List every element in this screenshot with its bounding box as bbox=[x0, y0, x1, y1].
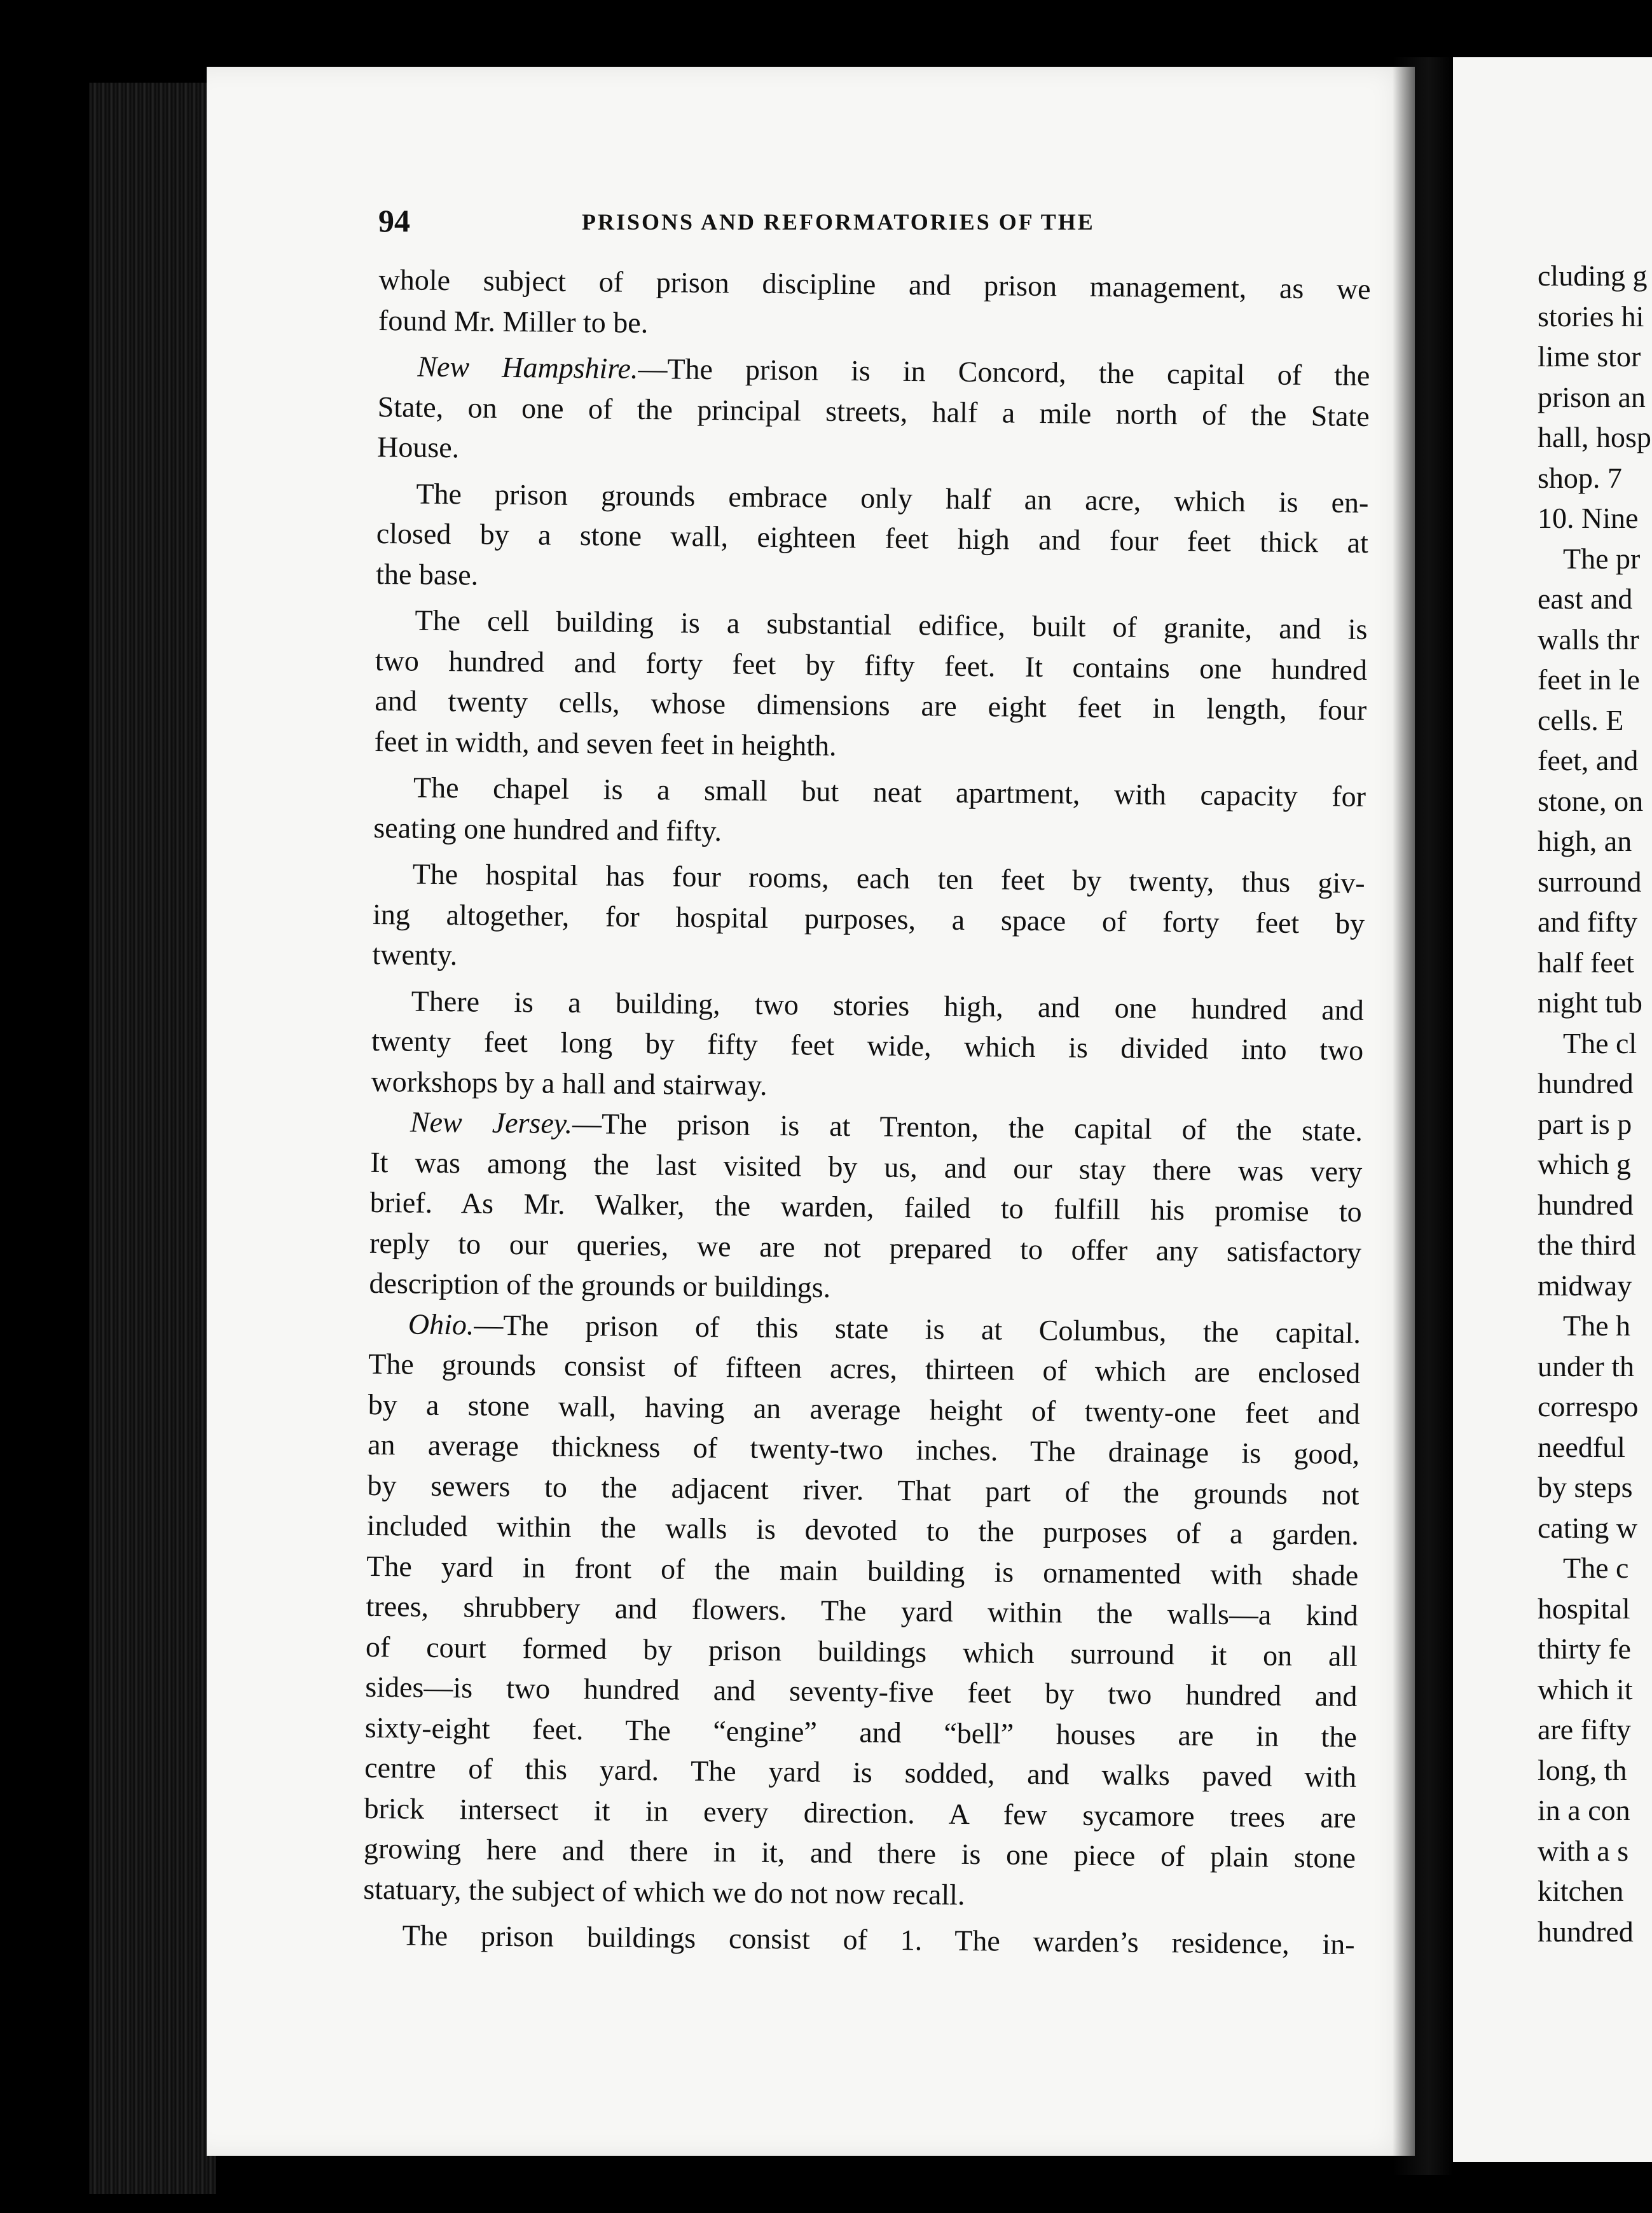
text-line: by steps bbox=[1538, 1471, 1633, 1503]
text-line-content: of court formed by prison buildings which surround it on all bbox=[365, 1630, 1358, 1672]
text-line: prison an bbox=[1538, 380, 1646, 413]
text-line-content: growing here and there in it, and there is one piece of plain stone bbox=[363, 1831, 1356, 1874]
text-line: The cl bbox=[1563, 1026, 1637, 1059]
text-line: high, an bbox=[1538, 825, 1632, 857]
text-line-content: an average thickness of twenty-two inches. The drainage is good, bbox=[367, 1428, 1360, 1470]
text-line: correspo bbox=[1538, 1390, 1639, 1423]
text-line-content: and twenty cells, whose dimensions are eight feet in length, four bbox=[375, 684, 1367, 726]
text-line: The pr bbox=[1563, 542, 1641, 575]
text-line-content: workshops by a hall and stairway. bbox=[371, 1065, 767, 1101]
text-line: stories hi bbox=[1538, 300, 1644, 333]
text-line: night tub bbox=[1538, 986, 1642, 1019]
text-line: surround bbox=[1538, 865, 1642, 898]
text-line-content: trees, shrubbery and flowers. The yard within the walls—a kind bbox=[366, 1589, 1358, 1632]
page-number: 94 bbox=[378, 203, 410, 238]
text-line-content: The grounds consist of fifteen acres, thirteen of which are enclosed bbox=[368, 1347, 1361, 1389]
text-line-content: The cell building is a substantial edifice, built of granite, and is bbox=[415, 603, 1368, 645]
text-line-content: seating one hundred and fifty. bbox=[373, 811, 722, 847]
page-header bbox=[378, 202, 1141, 240]
text-line-content: brief. As Mr. Walker, the warden, failed to fulfill his promise to bbox=[369, 1185, 1362, 1228]
text-line-content: sixty-eight feet. The “engine” and “bell” houses are in the bbox=[364, 1711, 1358, 1753]
text-line: and fifty bbox=[1538, 906, 1638, 938]
text-line-content: State, on one of the principal streets, half a mile north of the State bbox=[377, 390, 1370, 432]
text-line-content: twenty. bbox=[372, 937, 458, 972]
text-line: part is p bbox=[1538, 1107, 1632, 1140]
text-line-content: The prison grounds embrace only half an acre, which is en- bbox=[416, 477, 1369, 519]
text-line: long, th bbox=[1538, 1753, 1627, 1786]
text-line: feet in le bbox=[1538, 663, 1640, 696]
text-line: thirty fe bbox=[1538, 1632, 1631, 1665]
text-line: feet, and bbox=[1538, 744, 1639, 776]
text-line: are fifty bbox=[1538, 1713, 1631, 1746]
left-page-body-text bbox=[362, 259, 1371, 1964]
text-line-content: —The prison is at Trenton, the capital of the state. bbox=[572, 1106, 1363, 1147]
text-line-content: The chapel is a small but neat apartment, with capacity for bbox=[413, 771, 1366, 813]
text-line-content: twenty feet long by fifty feet wide, which is divided into two bbox=[371, 1024, 1364, 1066]
text-line-content: by sewers to the adjacent river. That part of the grounds not bbox=[367, 1468, 1359, 1511]
section-heading: Ohio. bbox=[408, 1307, 474, 1341]
text-line: needful bbox=[1538, 1430, 1625, 1463]
text-line: hundred bbox=[1538, 1915, 1634, 1948]
text-line-content: —The prison is in Concord, the capital of the bbox=[638, 352, 1370, 392]
text-line-content: brick intersect it in every direction. A few sycamore trees are bbox=[364, 1791, 1356, 1834]
text-line: under th bbox=[1538, 1349, 1635, 1382]
text-line-content: The prison buildings consist of 1. The warden’s residence, in- bbox=[402, 1919, 1355, 1961]
text-line-content: two hundred and forty feet by fifty feet. It contains one hundred bbox=[375, 644, 1368, 686]
text-line: cluding g bbox=[1538, 259, 1648, 292]
text-line: The h bbox=[1563, 1309, 1631, 1342]
text-line: hospital bbox=[1538, 1592, 1630, 1625]
text-line: the third bbox=[1538, 1229, 1636, 1261]
text-line: stone, on bbox=[1538, 784, 1644, 817]
text-line: hundred bbox=[1538, 1067, 1634, 1100]
text-line-content: closed by a stone wall, eighteen feet high and four feet thick at bbox=[376, 516, 1369, 559]
book-page-edges bbox=[89, 83, 216, 2194]
text-line: The c bbox=[1563, 1552, 1629, 1584]
text-line-content: sides—is two hundred and seventy-five feet by two hundred and bbox=[365, 1670, 1358, 1713]
text-line-content: found Mr. Miller to be. bbox=[378, 303, 649, 339]
text-line: kitchen bbox=[1538, 1875, 1624, 1907]
text-line-content: It was among the last visited by us, and our stay there was very bbox=[370, 1145, 1363, 1188]
text-line: hundred bbox=[1538, 1188, 1634, 1221]
text-line-content: whole subject of prison discipline and prison management, as we bbox=[378, 263, 1371, 305]
right-page-body-text bbox=[1538, 256, 1652, 1952]
text-line: shop. 7 bbox=[1538, 461, 1622, 494]
text-line: which g bbox=[1538, 1148, 1631, 1180]
text-line: 10. Nine bbox=[1538, 502, 1639, 534]
text-line-content: description of the grounds or buildings. bbox=[369, 1266, 831, 1304]
text-line-content: —The prison of this state is at Columbus, the capital. bbox=[474, 1308, 1361, 1349]
text-line-content: included within the walls is devoted to the purposes of a garden. bbox=[366, 1508, 1359, 1551]
text-line: midway bbox=[1538, 1269, 1632, 1302]
text-line-content: The hospital has four rooms, each ten feet by twenty, thus giv- bbox=[412, 857, 1365, 899]
gutter-shadow bbox=[1393, 57, 1453, 2175]
text-line-content: The yard in front of the main building is ornamented with shade bbox=[366, 1549, 1359, 1592]
text-line: hall, hosp bbox=[1538, 421, 1651, 453]
text-line-content: House. bbox=[376, 430, 460, 464]
text-line: in a con bbox=[1538, 1794, 1630, 1826]
text-line-content: by a stone wall, having an average height of twenty-one feet and bbox=[368, 1388, 1360, 1430]
text-line: half feet bbox=[1538, 946, 1634, 979]
section-heading: New Hampshire. bbox=[417, 350, 638, 385]
text-line-content: the base. bbox=[376, 557, 479, 591]
text-line: with a s bbox=[1538, 1834, 1629, 1867]
text-line: walls thr bbox=[1538, 623, 1639, 656]
text-line-content: reply to our queries, we are not prepared to offer any satisfactory bbox=[369, 1226, 1362, 1269]
text-line-content: There is a building, two stories high, and one hundred and bbox=[411, 984, 1364, 1026]
text-line: cells. E bbox=[1538, 703, 1624, 736]
text-line: lime stor bbox=[1538, 340, 1641, 373]
text-line: east and bbox=[1538, 583, 1633, 615]
text-line-content: feet in width, and seven feet in heighth. bbox=[374, 724, 837, 762]
text-line-content: ing altogether, for hospital purposes, a space of forty feet by bbox=[372, 897, 1365, 940]
text-line-content: centre of this yard. The yard is sodded, and walks paved with bbox=[364, 1751, 1357, 1793]
section-heading: New Jersey. bbox=[410, 1105, 573, 1140]
text-line: which it bbox=[1538, 1672, 1633, 1706]
text-line-content: statuary, the subject of which we do not now recall. bbox=[363, 1872, 965, 1911]
text-line: cating w bbox=[1538, 1511, 1638, 1544]
running-head: PRISONS AND REFORMATORIES OF THE bbox=[582, 209, 1095, 235]
